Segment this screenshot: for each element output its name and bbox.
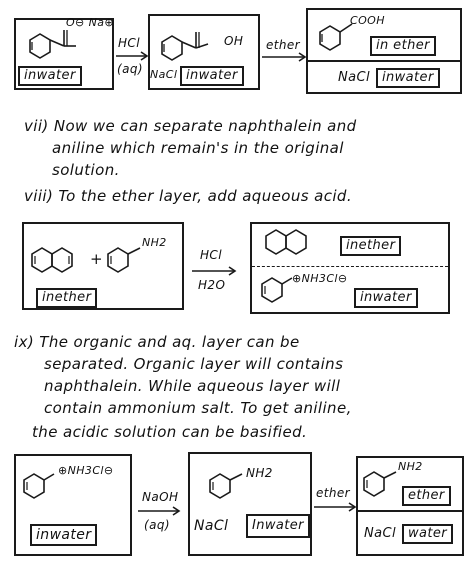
step-ix-line2: separated. Organic layer will contains [44,355,344,373]
step-vii-line3: solution. [52,161,120,179]
scheme3-end-top-label: ether [402,486,451,506]
scheme3-arrow1 [138,506,188,516]
scheme3-reagent-bottom: (aq) [144,518,170,532]
scheme1-reagent-bottom: (aq) [117,62,143,76]
scheme2-nh2: NH2 [142,236,167,249]
scheme1-start-label: inwater [18,66,82,86]
scheme1-mid-nacl: NaCl [150,68,178,81]
scheme3-end-divider [356,510,464,512]
scheme3-end-bottom-label: water [402,524,453,544]
scheme2-salt: ⊕NH3Cl⊖ [292,272,348,285]
scheme2-bottom-label: inwater [354,288,418,308]
scheme2-reagent-bottom: H2O [198,278,226,292]
scheme3-end-nh2: NH2 [398,460,423,473]
scheme1-end-nacl: NaCl [338,70,370,85]
scheme1-arrow2 [262,52,312,62]
scheme1-mid-label: inwater [180,66,244,86]
scheme3-end-nacl: NaCl [364,526,396,541]
benzoate-charges: O⊖ Na⊕ [66,16,114,29]
scheme2-top-label: inether [340,236,401,256]
scheme3-start-label: inwater [30,524,97,546]
step-ix-line5: the acidic solution can be basified. [32,423,308,441]
scheme1-reagent-top: HCl [118,36,140,50]
scheme1-oh: OH [224,34,244,48]
scheme2-arrow [192,266,242,276]
scheme2-end-divider [252,266,448,267]
step-ix-line4: contain ammonium salt. To get aniline, [44,399,352,417]
naphthalene-structure [28,244,88,284]
step-ix-line1: ix) The organic and aq. layer can be [14,333,300,351]
scheme2-start-label: inether [36,288,97,308]
scheme3-reagent-top: NaOH [142,490,179,504]
step-vii-line1: vii) Now we can separate naphthalein and [24,117,357,135]
scheme2-reagent-top: HCl [200,248,222,262]
scheme1-cooh: COOH [350,14,385,27]
step-vii-line2: aniline which remain's in the original [52,139,344,157]
scheme3-mid-nacl: NaCl [194,518,229,534]
scheme1-end-top-label: in ether [370,36,436,56]
scheme1-arrow2-label: ether [266,38,301,52]
scheme3-mid-nh2: NH2 [246,466,273,480]
scheme2-plus: + [90,250,103,268]
step-ix-line3: naphthalein. While aqueous layer will [44,377,341,395]
scheme1-end-bottom-label: inwater [376,68,440,88]
scheme3-start-salt: ⊕NH3Cl⊖ [58,464,114,477]
scheme3-mid-label: Inwater [246,514,310,538]
naphthalene-ether-structure [262,228,322,264]
scheme3-arrow2-label: ether [316,486,351,500]
step-viii-line1: viii) To the ether layer, add aqueous acid. [24,187,353,205]
